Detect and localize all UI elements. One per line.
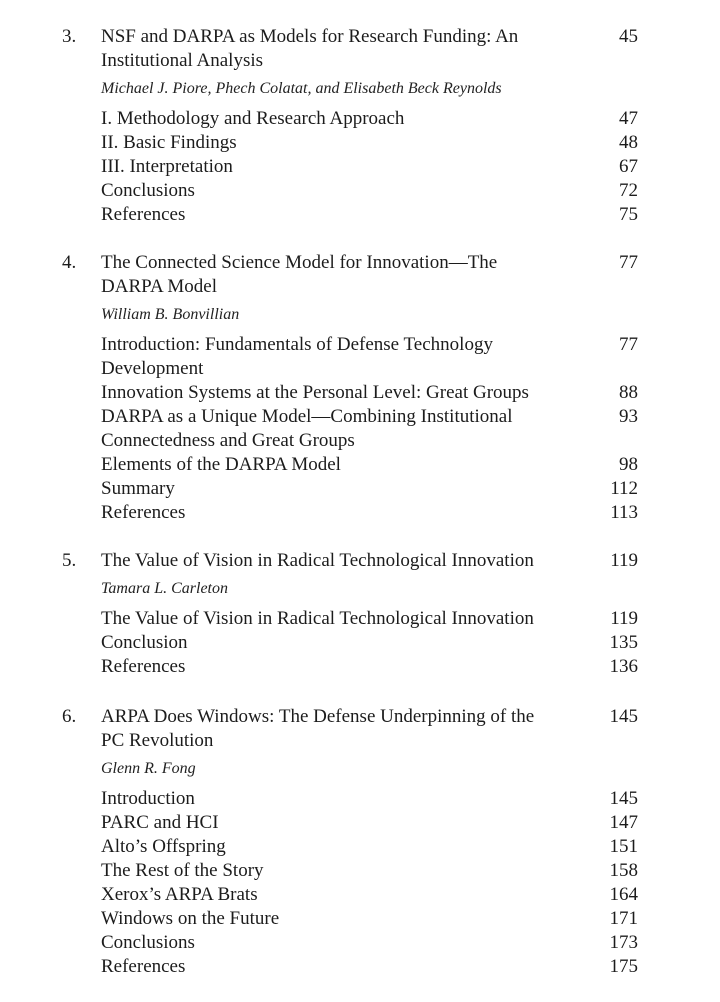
section-title[interactable]: The Value of Vision in Radical Technological Innovation	[101, 608, 534, 629]
chapter-authors: William B. Bonvillian	[101, 306, 240, 323]
section-page-number: 147	[609, 812, 638, 833]
section-page-number: 75	[619, 204, 638, 225]
section-page-number: 136	[609, 656, 638, 677]
section-title[interactable]: III. Interpretation	[101, 156, 233, 177]
section-title[interactable]: Connectedness and Great Groups	[101, 430, 355, 451]
section-page-number: 158	[609, 860, 638, 881]
chapter-authors: Glenn R. Fong	[101, 760, 196, 777]
chapter-number: 6.	[62, 706, 77, 727]
section-page-number: 119	[610, 608, 638, 629]
section-title[interactable]: Conclusion	[101, 632, 188, 653]
chapter-authors: Tamara L. Carleton	[101, 580, 228, 597]
section-page-number: 112	[610, 478, 638, 499]
section-title[interactable]: Introduction: Fundamentals of Defense Technology	[101, 334, 493, 355]
chapter-page-number: 119	[610, 550, 638, 571]
chapter-number: 5.	[62, 550, 77, 571]
section-page-number: 93	[619, 406, 638, 427]
chapter-page-number: 145	[609, 706, 638, 727]
section-page-number: 88	[619, 382, 638, 403]
section-title[interactable]: PARC and HCI	[101, 812, 219, 833]
section-title[interactable]: Development	[101, 358, 204, 379]
section-title[interactable]: The Rest of the Story	[101, 860, 264, 881]
section-title[interactable]: References	[101, 956, 186, 977]
chapter-title[interactable]: NSF and DARPA as Models for Research Funding: An	[101, 26, 519, 47]
section-title[interactable]: Xerox’s ARPA Brats	[101, 884, 258, 905]
section-page-number: 48	[619, 132, 638, 153]
section-title[interactable]: Summary	[101, 478, 175, 499]
section-page-number: 171	[609, 908, 638, 929]
section-title[interactable]: II. Basic Findings	[101, 132, 237, 153]
section-title[interactable]: Alto’s Offspring	[101, 836, 226, 857]
chapter-number: 3.	[62, 26, 77, 47]
chapter-title[interactable]: The Connected Science Model for Innovation—The	[101, 252, 498, 273]
section-page-number: 175	[609, 956, 638, 977]
section-title[interactable]: I. Methodology and Research Approach	[101, 108, 405, 129]
chapter-page-number: 77	[619, 252, 638, 273]
section-title[interactable]: References	[101, 656, 186, 677]
chapter-number: 4.	[62, 252, 77, 273]
section-page-number: 98	[619, 454, 638, 475]
section-page-number: 67	[619, 156, 638, 177]
chapter-title[interactable]: DARPA Model	[101, 276, 217, 297]
chapter-title[interactable]: Institutional Analysis	[101, 50, 264, 71]
section-page-number: 113	[610, 502, 638, 523]
section-page-number: 151	[609, 836, 638, 857]
chapter-title[interactable]: The Value of Vision in Radical Technological Innovation	[101, 550, 534, 571]
section-page-number: 145	[609, 788, 638, 809]
section-title[interactable]: Windows on the Future	[101, 908, 280, 929]
section-title[interactable]: Innovation Systems at the Personal Level: Great Groups	[101, 382, 529, 403]
section-page-number: 77	[619, 334, 638, 355]
chapter-title[interactable]: PC Revolution	[101, 730, 214, 751]
section-title[interactable]: Conclusions	[101, 180, 195, 201]
section-title[interactable]: Introduction	[101, 788, 195, 809]
section-page-number: 173	[609, 932, 638, 953]
chapter-title[interactable]: ARPA Does Windows: The Defense Underpinning of the	[101, 706, 535, 727]
chapter-authors: Michael J. Piore, Phech Colatat, and Elisabeth Beck Reynolds	[101, 80, 502, 97]
chapter-page-number: 45	[619, 26, 638, 47]
section-title[interactable]: DARPA as a Unique Model—Combining Institutional	[101, 406, 513, 427]
section-page-number: 135	[609, 632, 638, 653]
section-title[interactable]: Elements of the DARPA Model	[101, 454, 341, 475]
section-page-number: 164	[609, 884, 638, 905]
section-title[interactable]: Conclusions	[101, 932, 195, 953]
section-title[interactable]: References	[101, 204, 186, 225]
section-page-number: 47	[619, 108, 638, 129]
section-title[interactable]: References	[101, 502, 186, 523]
section-page-number: 72	[619, 180, 638, 201]
